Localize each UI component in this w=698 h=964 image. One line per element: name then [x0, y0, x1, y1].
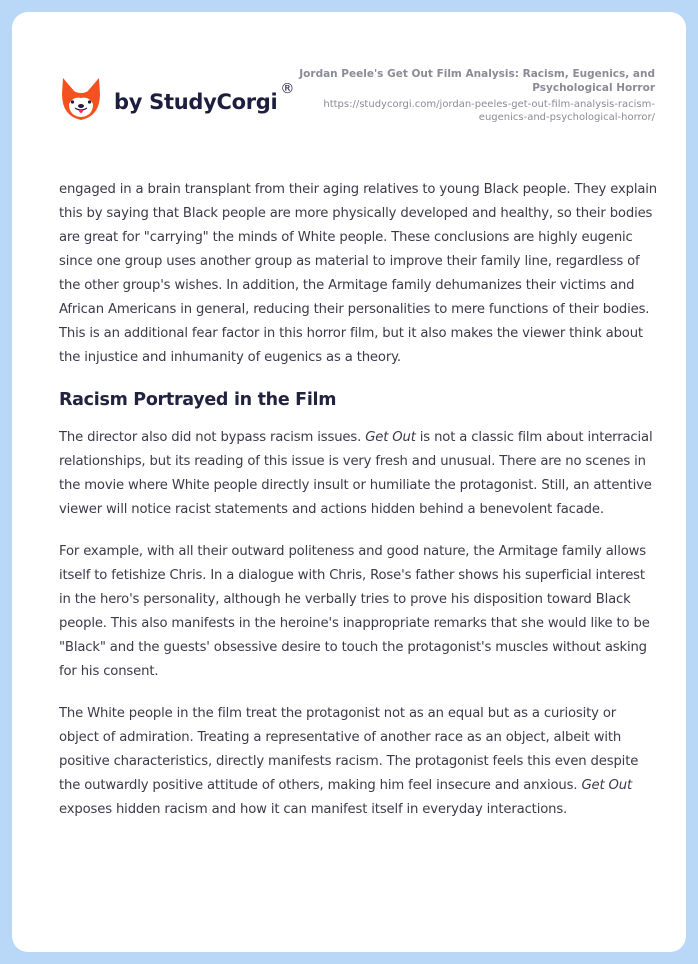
paragraph-3-text-after: exposes hidden racism and how it can manifest itself in everyday interactions.: [59, 802, 568, 817]
article-body: [59, 178, 659, 840]
film-title-italic: Get Out: [581, 778, 633, 793]
document-header: [12, 12, 686, 152]
registered-mark: ®: [280, 81, 295, 97]
paragraph-3: [59, 702, 659, 822]
paragraph-1: [59, 426, 659, 522]
studycorgi-logo[interactable]: [60, 76, 294, 122]
document-meta: [295, 67, 655, 124]
logo-text: by StudyCorgi: [114, 90, 278, 114]
document-url[interactable]: https://studycorgi.com/jordan-peeles-get-out-film-analysis-racism-eugenics-and-psychological-horror/: [323, 99, 655, 123]
document-title: Jordan Peele's Get Out Film Analysis: Racism, Eugenics, and Psychological Horror: [299, 68, 655, 94]
paragraph-1-text-before: The director also did not bypass racism issues.: [59, 430, 366, 445]
paragraph-1-text-after: is not a classic film about interracial relationships, but its reading of this issue is very fresh and unusual. There are no scenes in the movie where White people directly insult or humiliate the protagonist. Still, an attentive viewer will notice racist statements and actions hidden behind a benevolent facade.: [59, 430, 653, 517]
film-title-italic: Get Out: [365, 430, 416, 445]
paragraph-3-text-before: The White people in the film treat the protagonist not as an equal but as a curiosity or object of admiration. Treating a representative of another race as an object, albeit with positive characteristics, directly manifests racism. The protagonist feels this even despite the outwardly positive attitude of others, making him feel insecure and anxious.: [59, 706, 639, 793]
section-heading: Racism Portrayed in the Film: [59, 390, 337, 410]
corgi-logo-icon: [60, 76, 102, 122]
intro-paragraph: engaged in a brain transplant from their aging relatives to young Black people. They explain this by saying that Black people are more physically developed and healthy, so their bodies are great for "carrying" the minds of White people. These conclusions are highly eugenic since one group uses another group as material to improve their family line, regardless of the other group's wishes. In addition, the Armitage family dehumanizes their victims and African Americans in general, reducing their personalities to mere functions of their bodies. This is an additional fear factor in this horror film, but it also makes the viewer think about the injustice and inhumanity of eugenics as a theory.: [59, 182, 658, 365]
document-card: [12, 12, 686, 952]
paragraph-2: For example, with all their outward politeness and good nature, the Armitage family allows itself to fetishize Chris. In a dialogue with Chris, Rose's father shows his superficial interest in the hero's personality, although he verbally tries to prove his disposition toward Black people. This also manifests in the heroine's inappropriate remarks that she would like to be "Black" and the guests' obsessive desire to touch the protagonist's muscles without asking for his consent.: [59, 544, 650, 679]
